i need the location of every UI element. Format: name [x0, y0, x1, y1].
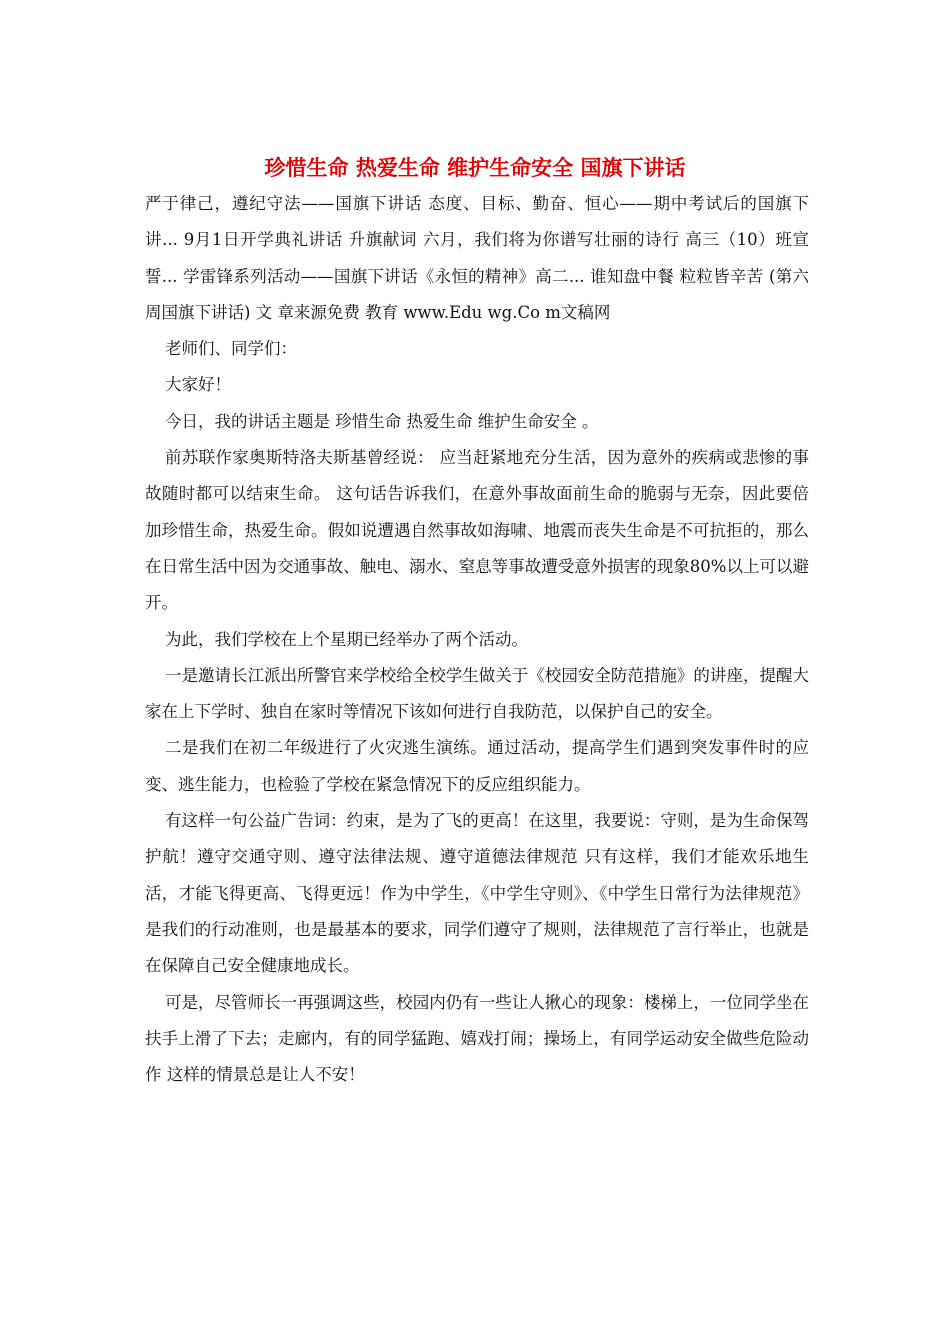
activities-paragraph: 为此，我们学校在上个星期已经举办了两个活动。 [165, 629, 528, 649]
topic-paragraph: 今日，我的讲话主题是 珍惜生命 热爱生命 维护生命安全 。 [165, 411, 599, 431]
activity-one-paragraph: 一是邀请长江派出所警官来学校给全校学生做关于《校园安全防范措施》的讲座，提醒大家在上下学时、独自在家时等情况下该如何进行自我防范，以保护自己的安全。 [145, 665, 809, 722]
activity-two-paragraph: 二是我们在初二年级进行了火灾逃生演练。通过活动，提高学生们遇到突发事件时的应变、逃生能力，也检验了学校在紧急情况下的反应组织能力。 [145, 738, 809, 794]
document-body [145, 186, 809, 1093]
quote-paragraph: 前苏联作家奥斯特洛夫斯基曾经说： 应当赶紧地充分生活，因为意外的疾病或悲惨的事故随时都可以结束生命。 这句话告诉我们，在意外事故面前生命的脆弱与无奈，因此要倍加珍惜生命，热爱生命。假如说遭遇自然事故如海啸、地震而丧失生命是不可抗拒的，那么在日常生活中因为交通事故、触电、溺水、窒息等事故遭受意外损害的现象80%以上可以避开。 [145, 448, 809, 613]
slogan-paragraph: 有这样一句公益广告词：约束，是为了飞的更高！在这里，我要说：守则，是为生命保驾护航！遵守交通守则、遵守法律法规、遵守道德法律规范 只有这样，我们才能欢乐地生活，才能飞得更高、飞得更远！作为中学生，《中学生守则》、《中学生日常行为法律规范》是我们的行动准则，也是最基本的要求，同学们遵守了规则，法律规范了言行举止，也就是在保障自己安全健康地成长。 [145, 811, 809, 976]
concern-paragraph: 可是，尽管师长一再强调这些，校园内仍有一些让人揪心的现象：楼梯上，一位同学坐在扶手上滑了下去；走廊内，有的同学猛跑、嬉戏打闹；操场上，有同学运动安全做些危险动作 这样的情景总是让人不安！ [145, 992, 809, 1085]
intro-paragraph: 严于律己，遵纪守法——国旗下讲话 态度、目标、勤奋、恒心——期中考试后的国旗下讲... 9月1日开学典礼讲话 升旗献词 六月，我们将为你谱写壮丽的诗行 高三（10）班宣誓... 学雷锋系列活动——国旗下讲话《永恒的精神》高二... 谁知盘中餐 粒粒皆辛苦 (第六周国旗下讲话) 文 章来源免费 教育 www.Edu wg.Co m文稿网 [145, 194, 809, 322]
document-title: 珍惜生命 热爱生命 维护生命安全 国旗下讲话 [264, 156, 686, 180]
greeting-paragraph: 老师们、同学们： [165, 339, 297, 359]
hello-paragraph: 大家好！ [165, 375, 231, 395]
